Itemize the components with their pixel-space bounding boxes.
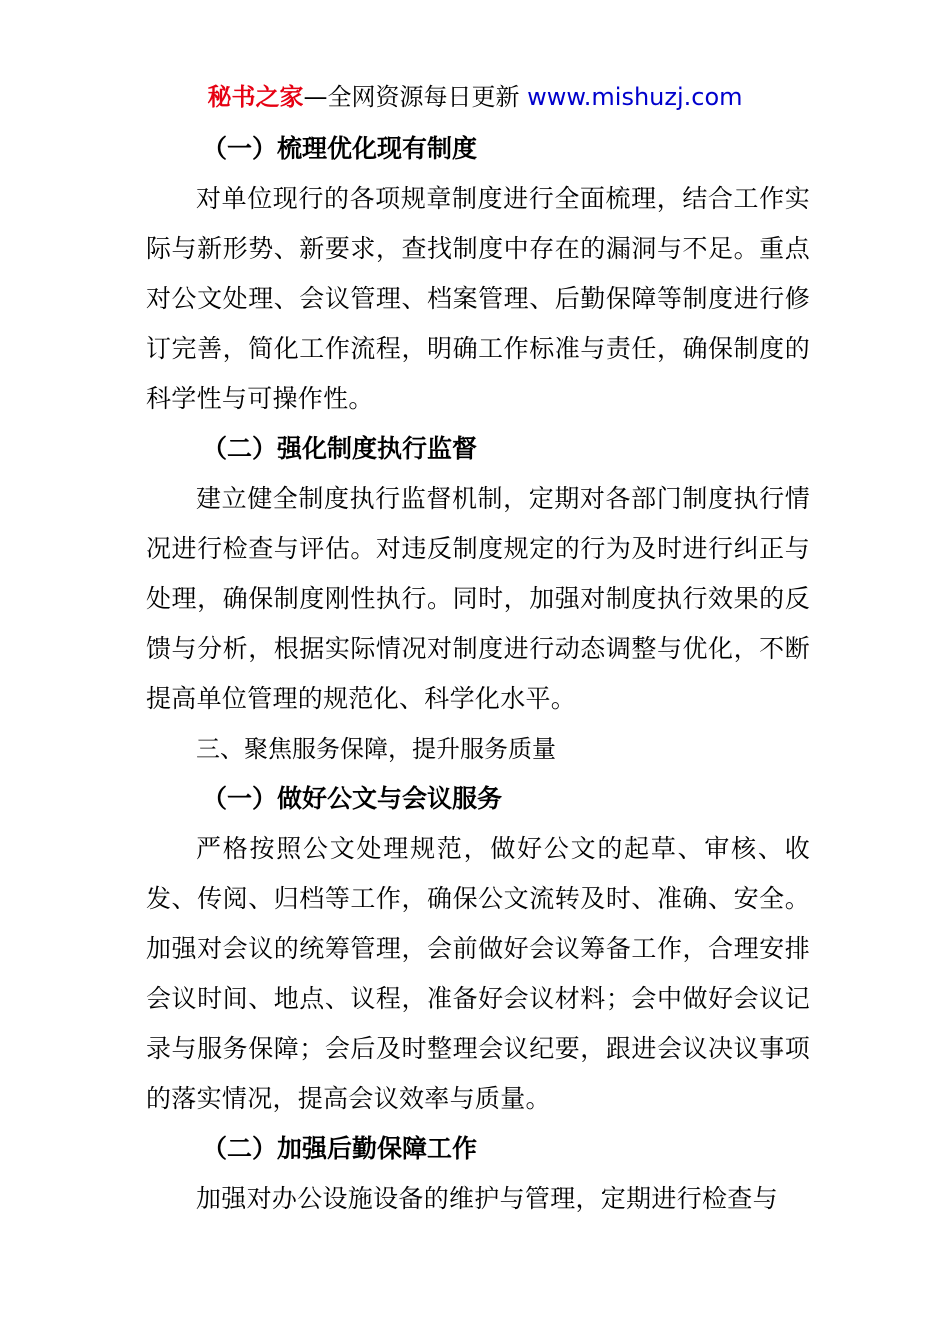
paragraph-3: 严格按照公文处理规范，做好公文的起草、审核、收发、传阅、归档等工作，确保公文流转及时、准确、安全。加强对会议的统筹管理，会前做好会议筹备工作，合理安排会议时间、地点、议程，准备好会议材料；会中做好会议记录与服务保障；会后及时整理会议纪要，跟进会议决议事项的落实情况，提高会议效率与质量。 — [146, 834, 810, 1113]
banner-tagline: —全网资源每日更新 — [303, 83, 528, 111]
subheading-4: （二）加强后勤保障工作 — [202, 1134, 478, 1163]
section-heading-3: 三、聚焦服务保障，提升服务质量 — [196, 735, 556, 763]
document-body — [146, 124, 810, 1224]
subheading-3: （一）做好公文与会议服务 — [202, 784, 503, 813]
subheading-2: （二）强化制度执行监督 — [202, 434, 478, 463]
paragraph-1: 对单位现行的各项规章制度进行全面梳理，结合工作实际与新形势、新要求，查找制度中存在的漏洞与不足。重点对公文处理、会议管理、档案管理、后勤保障等制度进行修订完善，简化工作流程，明确工作标准与责任，确保制度的科学性与可操作性。 — [146, 184, 810, 413]
subheading-1: （一）梳理优化现有制度 — [202, 134, 478, 163]
banner-brand: 秘书之家 — [207, 83, 304, 111]
paragraph-4: 加强对办公设施设备的维护与管理，定期进行检查与 — [196, 1184, 778, 1213]
paragraph-2: 建立健全制度执行监督机制，定期对各部门制度执行情况进行检查与评估。对违反制度规定的行为及时进行纠正与处理，确保制度刚性执行。同时，加强对制度执行效果的反馈与分析，根据实际情况对制度进行动态调整与优化，不断提高单位管理的规范化、科学化水平。 — [146, 484, 810, 713]
site-banner — [0, 80, 950, 114]
banner-url[interactable]: www.mishuzj.com — [527, 83, 743, 111]
